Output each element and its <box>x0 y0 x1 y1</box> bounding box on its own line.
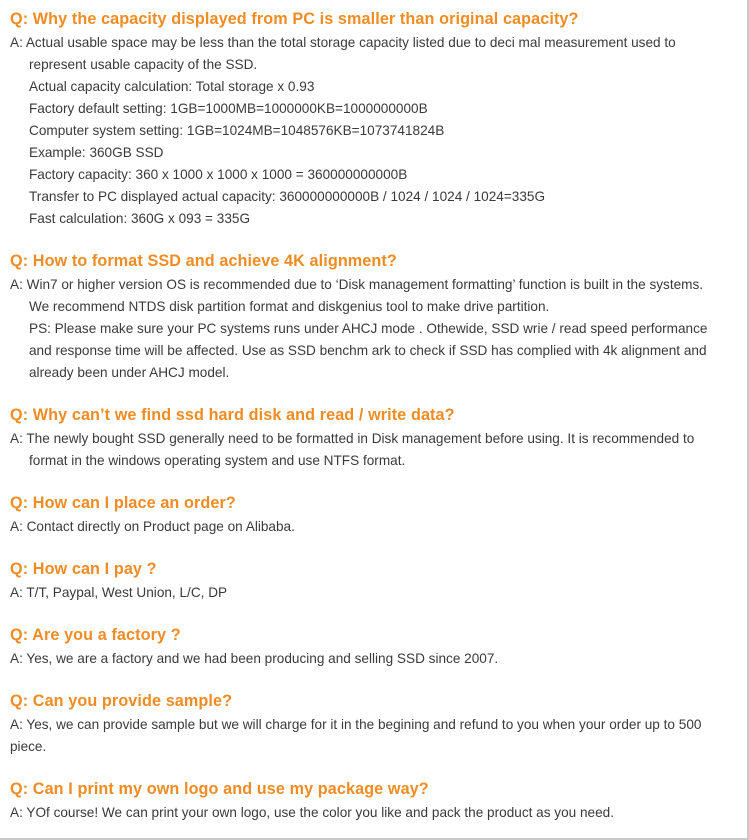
faq-item-capacity <box>10 10 740 230</box>
faq-item-place-order <box>10 494 740 538</box>
answer-line: and response time will be affected. Use as SSD benchm ark to check if SSD has complied with 4k alignment and <box>29 343 707 358</box>
answer-line: piece. <box>10 739 47 754</box>
faq-question: Q: Are you a factory ? <box>10 626 181 644</box>
faq-answer <box>10 802 740 824</box>
answer-line: A: Yes, we can provide sample but we will charge for it in the begining and refund to you when your order up to 500 <box>10 717 702 732</box>
faq-answer <box>10 274 740 384</box>
answer-line: A: Contact directly on Product page on Alibaba. <box>10 519 295 534</box>
faq-question: Q: How can I pay ? <box>10 560 157 578</box>
faq-item-format-ssd <box>10 252 740 384</box>
faq-question: Q: Can I print my own logo and use my package way? <box>10 780 429 798</box>
answer-line: A: T/T, Paypal, West Union, L/C, DP <box>10 585 228 600</box>
faq-answer <box>10 582 740 604</box>
answer-line: Computer system setting: 1GB=1024MB=1048576KB=1073741824B <box>29 123 445 138</box>
answer-line: A: The newly bought SSD generally need to be formatted in Disk management before using. It is recommended to <box>10 431 695 446</box>
faq-answer <box>10 428 740 472</box>
faq-question: Q: How to format SSD and achieve 4K alignment? <box>10 252 397 270</box>
answer-line: A: Actual usable space may be less than the total storage capacity listed due to deci mal measurement used to <box>10 35 676 50</box>
faq-answer <box>10 32 740 230</box>
faq-answer <box>10 714 740 758</box>
faq-question: Q: How can I place an order? <box>10 494 236 512</box>
faq-item-custom-logo <box>10 780 740 824</box>
answer-line: A: Win7 or higher version OS is recommended due to ‘Disk management formatting’ function is built in the systems. <box>10 277 704 292</box>
answer-line: Transfer to PC displayed actual capacity: 360000000000B / 1024 / 1024 / 1024=335G <box>29 189 546 204</box>
answer-line: PS: Please make sure your PC systems runs under AHCJ mode . Othewide, SSD wrie / read speed performance <box>29 321 708 336</box>
answer-line: Factory default setting: 1GB=1000MB=1000000KB=1000000000B <box>29 101 428 116</box>
faq-question: Q: Why can’t we find ssd hard disk and read / write data? <box>10 406 455 424</box>
answer-line: represent usable capacity of the SSD. <box>29 57 258 72</box>
faq-item-factory <box>10 626 740 670</box>
faq-item-payment <box>10 560 740 604</box>
faq-item-read-write <box>10 406 740 472</box>
faq-question: Q: Can you provide sample? <box>10 692 233 710</box>
answer-line: format in the windows operating system and use NTFS format. <box>29 453 406 468</box>
answer-line: A: YOf course! We can print your own logo, use the color you like and pack the product as you need. <box>10 805 615 820</box>
faq-item-sample <box>10 692 740 758</box>
answer-line: Example: 360GB SSD <box>29 145 164 160</box>
faq-answer <box>10 648 740 670</box>
answer-line: We recommend NTDS disk partition format and diskgenius tool to make drive partition. <box>29 299 550 314</box>
answer-line: already been under AHCJ model. <box>29 365 230 380</box>
answer-line: Fast calculation: 360G x 093 = 335G <box>29 211 251 226</box>
answer-line: Actual capacity calculation: Total storage x 0.93 <box>29 79 315 94</box>
answer-line: A: Yes, we are a factory and we had been producing and selling SSD since 2007. <box>10 651 499 666</box>
answer-line: Factory capacity: 360 x 1000 x 1000 x 1000 = 360000000000B <box>29 167 408 182</box>
faq-answer <box>10 516 740 538</box>
faq-question: Q: Why the capacity displayed from PC is smaller than original capacity? <box>10 10 579 28</box>
